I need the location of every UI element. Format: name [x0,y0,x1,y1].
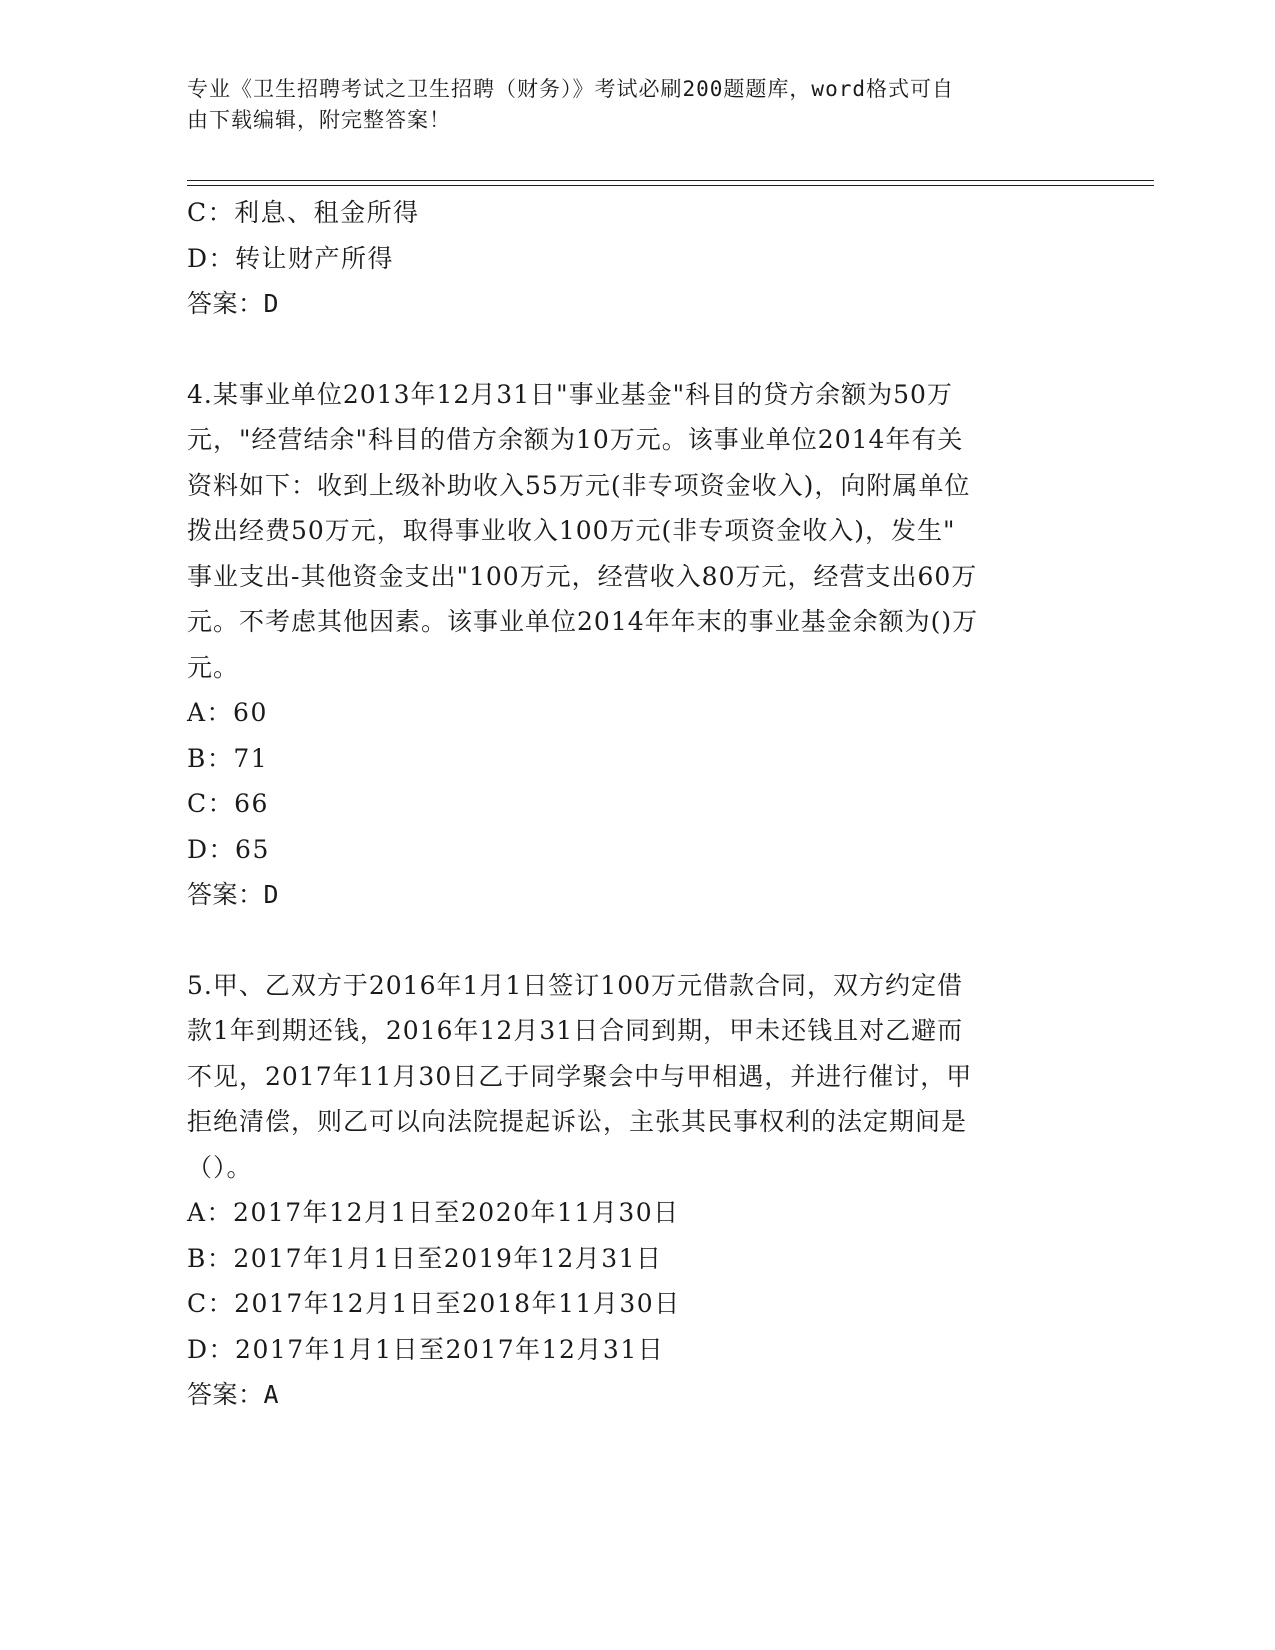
option-d: D：65 [187,834,270,864]
option-a: A：60 [187,698,268,727]
question-text-line: 5.甲、乙双方于2016年1月1日签订100万元借款合同，双方约定借 [187,970,964,1000]
option-a: A：2017年12月1日至2020年11月30日 [187,1198,680,1227]
question-text-line: （）。 [187,1152,253,1182]
answer-label: 答案： [187,1380,264,1409]
document-header [187,74,1067,136]
previous-question-tail [187,190,1087,327]
question-text-line: 4.某事业单位2013年12月31日"事业基金"科目的贷方余额为50万 [187,379,953,409]
question-text [187,372,1087,691]
question-text-line: 款1年到期还钱，2016年12月31日合同到期，甲未还钱且对乙避而 [187,1016,964,1045]
header-line-1: 专业《卫生招聘考试之卫生招聘（财务）》考试必刷200题题库，word格式可自 [187,77,954,101]
header-line-2: 由下载编辑，附完整答案！ [187,108,451,132]
option-c: C：利息、租金所得 [187,198,420,227]
answer-line [187,1372,1087,1418]
question-text-line: 资料如下：收到上级补助收入55万元(非专项资金收入)，向附属单位 [187,470,971,500]
document-body [187,190,1087,1418]
question-text-line: 元，"经营结余"科目的借方余额为10万元。该事业单位2014年有关 [187,425,964,454]
answer-value: D [263,880,280,909]
question-text-line: 不见，2017年11月30日乙于同学聚会中与甲相遇，并进行催讨，甲 [187,1061,973,1091]
option-c: C：66 [187,789,269,818]
question-text-line: 拨出经费50万元，取得事业收入100万元(非专项资金收入)，发生" [187,516,956,545]
answer-label: 答案： [187,880,264,909]
answer-value: A [263,1380,280,1409]
spacer [187,327,1087,372]
question-text-line: 元。不考虑其他因素。该事业单位2014年年末的事业基金余额为()万 [187,607,979,636]
question-text-line: 拒绝清偿，则乙可以向法院提起诉讼，主张其民事权利的法定期间是 [187,1107,968,1136]
header-divider-top [187,180,1154,181]
question-text-line: 事业支出-其他资金支出"100万元，经营收入80万元，经营支出60万 [187,561,978,591]
spacer [187,918,1087,963]
answer-label: 答案： [187,289,264,318]
header-divider-bottom [187,185,1154,186]
question-text-line: 元。 [187,652,240,682]
option-d: D：转让财产所得 [187,243,395,273]
question-text [187,963,1087,1191]
option-c: C：2017年12月1日至2018年11月30日 [187,1289,681,1318]
question-5 [187,963,1087,1418]
answer-value: D [263,289,280,318]
option-b: B：2017年1月1日至2019年12月31日 [187,1243,663,1273]
question-4 [187,372,1087,918]
option-b: B：71 [187,743,269,773]
answer-line [187,872,1087,918]
option-d: D：2017年1月1日至2017年12月31日 [187,1334,665,1364]
answer-line [187,281,1087,327]
